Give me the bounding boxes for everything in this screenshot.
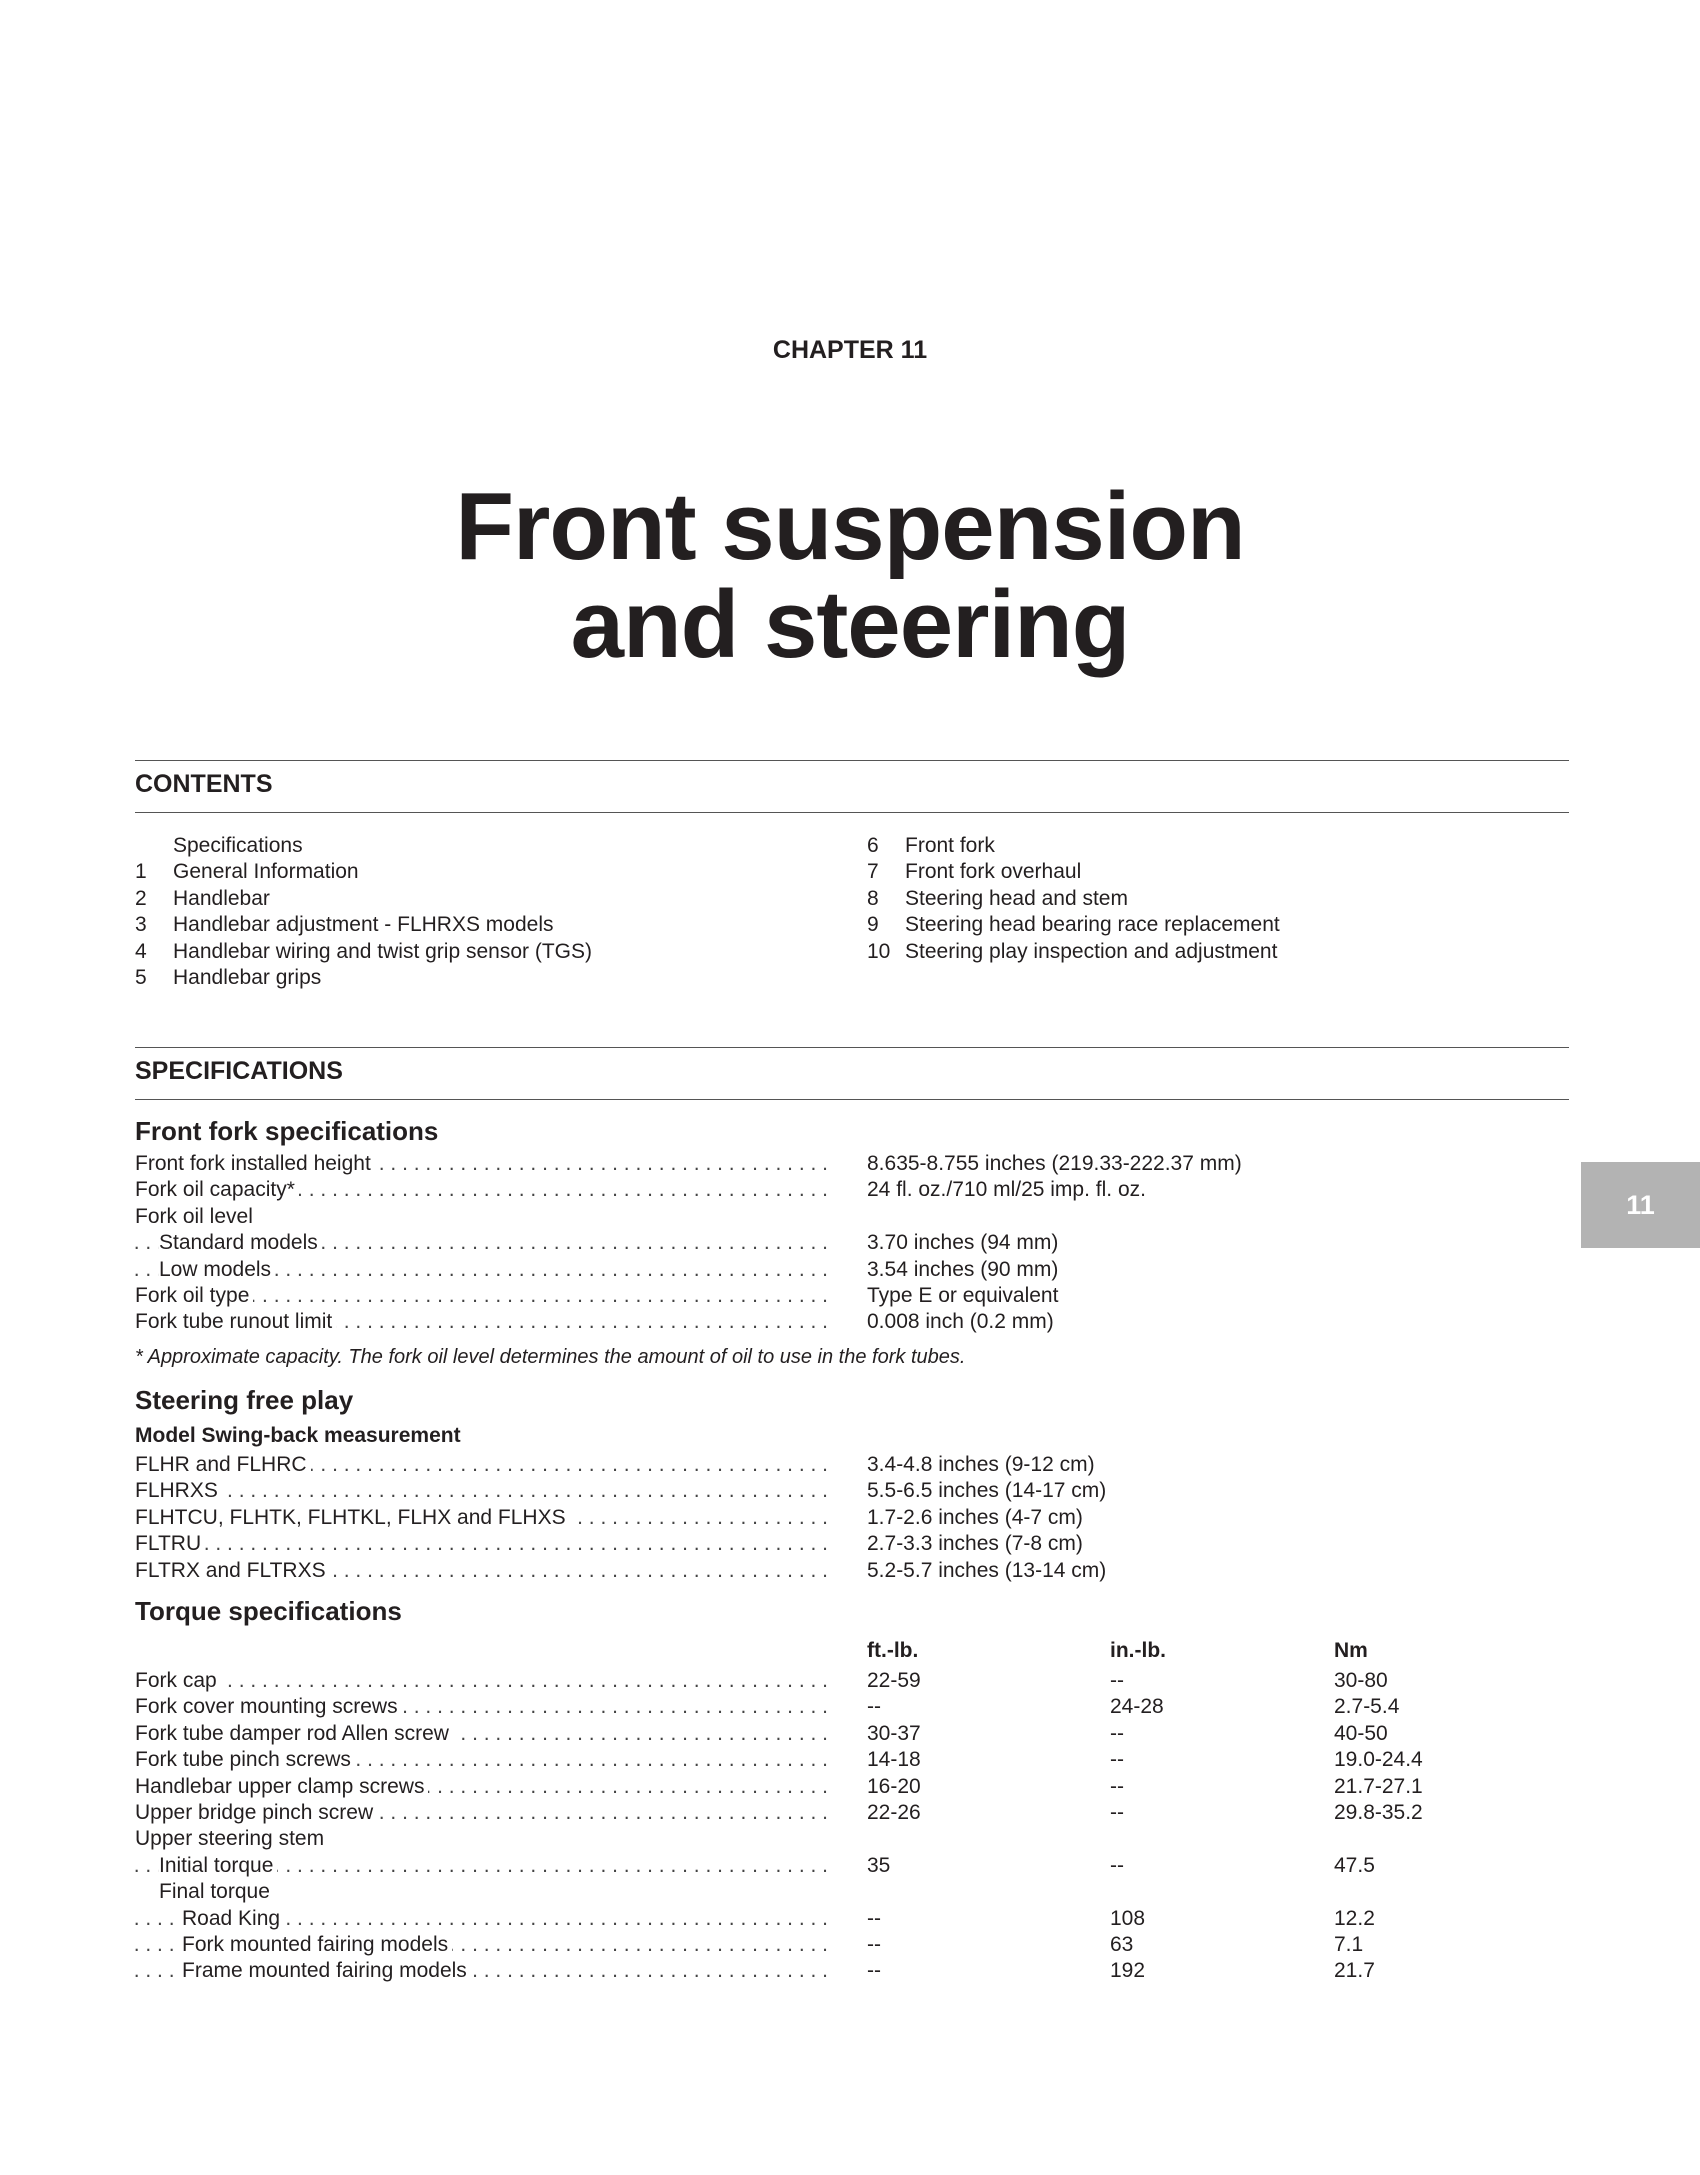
table-row [135, 1853, 1423, 1879]
row-label [135, 1879, 828, 1905]
item-title: Handlebar adjustment - FLHRXS models [173, 913, 554, 937]
label-text: FLTRU [135, 1532, 205, 1555]
steering-heading: Steering free play [135, 1385, 354, 1415]
label-text: Fork oil level [135, 1205, 257, 1228]
table-row [135, 1826, 1423, 1852]
label-text: Initial torque [159, 1854, 277, 1877]
label-text: Upper bridge pinch screw [135, 1801, 377, 1824]
torque-column-headers [135, 1638, 1368, 1664]
row-value: 8.635-8.755 inches (219.33-222.37 mm) [867, 1152, 1242, 1175]
label-text: Fork cap [135, 1669, 221, 1692]
contents-item [867, 859, 1280, 885]
divider [135, 1099, 1569, 1100]
row-label [135, 1558, 828, 1584]
contents-item [867, 912, 1280, 938]
item-number: 6 [867, 834, 879, 857]
item-title: Steering head bearing race replacement [905, 913, 1280, 937]
item-number: 9 [867, 913, 879, 937]
row-label [135, 1932, 828, 1958]
row-label [135, 1774, 828, 1800]
table-row [135, 1257, 1242, 1283]
row-label [135, 1694, 828, 1720]
ftlb-value: 35 [867, 1853, 891, 1877]
label-text: Low models [159, 1258, 275, 1281]
item-number: 8 [867, 886, 879, 910]
ftlb-value [867, 1879, 1110, 1905]
inlb-value [1110, 1879, 1334, 1905]
row-label [135, 1309, 828, 1335]
item-number [135, 833, 173, 859]
nm-value: 47.5 [1334, 1853, 1375, 1877]
label-text: Standard models [159, 1231, 322, 1254]
nm-value: 21.7-27.1 [1334, 1774, 1423, 1798]
label-text: Final torque [159, 1880, 274, 1903]
contents-item [135, 939, 592, 965]
item-title: Handlebar [173, 886, 270, 910]
ftlb-value: -- [867, 1959, 881, 1983]
ftlb-value: -- [867, 1932, 881, 1956]
inlb-value: -- [1110, 1748, 1124, 1772]
label-text: Fork tube damper rod Allen screw [135, 1722, 453, 1745]
contents-item [135, 833, 592, 859]
inlb-value: 63 [1110, 1932, 1134, 1956]
ftlb-value: 30-37 [867, 1721, 921, 1745]
label-text: FLHTCU, FLHTK, FLHTKL, FLHX and FLHXS [135, 1506, 570, 1529]
ftlb-value [867, 1826, 1110, 1852]
contents-item [867, 833, 1280, 859]
table-row [135, 1309, 1242, 1335]
item-title: Steering head and stem [905, 886, 1128, 910]
row-label [135, 1204, 828, 1230]
item-title: Front fork overhaul [905, 860, 1082, 884]
row-value: 5.2-5.7 inches (13-14 cm) [867, 1558, 1107, 1582]
label-text: Fork oil capacity* [135, 1178, 299, 1201]
table-row [135, 1151, 1242, 1177]
ftlb-value: -- [867, 1906, 881, 1930]
table-row [135, 1879, 1423, 1905]
label-text: FLTRX and FLTRXS [135, 1559, 330, 1582]
label-text: Fork oil type [135, 1284, 253, 1307]
inlb-value: -- [1110, 1669, 1124, 1692]
row-label [135, 1721, 828, 1747]
contents-item [135, 912, 592, 938]
item-number: 2 [135, 886, 147, 910]
page-title [0, 473, 1700, 678]
inlb-value: 108 [1110, 1906, 1146, 1930]
table-row [135, 1452, 1106, 1478]
inlb-value: -- [1110, 1853, 1124, 1877]
col-inlb: in.-lb. [1110, 1639, 1166, 1662]
inlb-value: -- [1110, 1774, 1124, 1798]
nm-value: 19.0-24.4 [1334, 1748, 1423, 1772]
chapter-tab: 11 [1581, 1162, 1700, 1248]
row-label [135, 1151, 828, 1177]
contents-heading: CONTENTS [135, 770, 273, 798]
nm-value: 7.1 [1334, 1932, 1364, 1956]
steering-table [135, 1452, 1106, 1584]
table-row [135, 1558, 1106, 1584]
table-row [135, 1932, 1423, 1958]
torque-table [135, 1668, 1423, 1985]
divider [135, 812, 1569, 813]
label-text: Fork cover mounting screws [135, 1695, 402, 1718]
item-title: Handlebar grips [173, 966, 322, 990]
title-line-2: and steering [570, 571, 1130, 678]
front-fork-table [135, 1151, 1242, 1336]
label-text: Fork tube pinch screws [135, 1748, 355, 1771]
row-label [135, 1531, 828, 1557]
item-title: Front fork [905, 834, 995, 857]
item-number: 3 [135, 913, 147, 937]
table-row [135, 1531, 1106, 1557]
col-nm: Nm [1334, 1639, 1368, 1662]
table-row [135, 1906, 1423, 1932]
row-label [135, 1505, 828, 1531]
item-number: 1 [135, 860, 147, 884]
nm-value: 21.7 [1334, 1959, 1375, 1983]
nm-value: 29.8-35.2 [1334, 1800, 1423, 1824]
row-label [135, 1958, 828, 1984]
row-label [135, 1906, 828, 1932]
item-title: General Information [173, 860, 359, 884]
ftlb-value: -- [867, 1695, 881, 1719]
table-row [135, 1505, 1106, 1531]
label-text: Handlebar upper clamp screws [135, 1775, 428, 1798]
nm-value: 12.2 [1334, 1906, 1375, 1930]
table-row [135, 1774, 1423, 1800]
row-label [135, 1452, 828, 1478]
footnote: * Approximate capacity. The fork oil level determines the amount of oil to use in the fork tubes. [135, 1346, 966, 1368]
divider [135, 1047, 1569, 1048]
item-number: 7 [867, 860, 879, 884]
ftlb-value: 14-18 [867, 1748, 921, 1772]
row-label [135, 1478, 828, 1504]
nm-value: 2.7-5.4 [1334, 1695, 1400, 1719]
contents-item [867, 886, 1280, 912]
contents-item [135, 965, 592, 991]
contents-item [867, 939, 1280, 965]
row-value: 24 fl. oz./710 ml/25 imp. fl. oz. [867, 1178, 1146, 1202]
table-row [135, 1177, 1242, 1203]
table-row [135, 1283, 1242, 1309]
front-fork-heading: Front fork specifications [135, 1116, 439, 1146]
ftlb-value: 22-26 [867, 1800, 921, 1824]
label-text: Front fork installed height [135, 1152, 375, 1175]
row-value: 2.7-3.3 inches (7-8 cm) [867, 1532, 1083, 1556]
title-line-1: Front suspension [455, 473, 1245, 580]
item-number: 4 [135, 939, 147, 963]
item-number: 10 [867, 939, 891, 963]
item-title: Handlebar wiring and twist grip sensor (TGS) [173, 939, 592, 963]
inlb-value: -- [1110, 1800, 1124, 1824]
row-label [135, 1230, 828, 1256]
row-label [135, 1800, 828, 1826]
row-label [135, 1747, 828, 1773]
table-row [135, 1478, 1106, 1504]
label-text: FLHRXS [135, 1479, 222, 1502]
row-value: 5.5-6.5 inches (14-17 cm) [867, 1479, 1107, 1503]
ftlb-value: 22-59 [867, 1669, 921, 1692]
nm-value: 30-80 [1334, 1669, 1388, 1692]
contents-item [135, 886, 592, 912]
row-label [135, 1668, 828, 1694]
divider [135, 760, 1569, 761]
label-text: Road King [182, 1907, 284, 1930]
nm-value: 40-50 [1334, 1721, 1388, 1745]
label-text: Upper steering stem [135, 1827, 328, 1850]
inlb-value: 24-28 [1110, 1695, 1164, 1719]
item-number: 5 [135, 966, 147, 990]
label-text: Frame mounted fairing models [182, 1959, 471, 1982]
table-row [135, 1668, 1423, 1694]
table-row [135, 1204, 1242, 1230]
contents-list-right [867, 833, 1280, 965]
table-row [135, 1694, 1423, 1720]
ftlb-value: 16-20 [867, 1774, 921, 1798]
label-text: Fork tube runout limit [135, 1310, 336, 1333]
row-label [135, 1826, 828, 1852]
table-row [135, 1747, 1423, 1773]
row-value: Type E or equivalent [867, 1283, 1059, 1307]
contents-list-left [135, 833, 592, 991]
contents-item [135, 859, 592, 885]
row-label [135, 1257, 828, 1283]
steering-subheading: Model Swing-back measurement [135, 1424, 461, 1447]
specifications-heading: SPECIFICATIONS [135, 1057, 343, 1085]
col-ftlb: ft.-lb. [867, 1639, 919, 1662]
table-row [135, 1800, 1423, 1826]
row-value: 1.7-2.6 inches (4-7 cm) [867, 1505, 1083, 1529]
row-label [135, 1283, 828, 1309]
table-row [135, 1230, 1242, 1256]
inlb-value [1110, 1826, 1334, 1852]
item-title: Steering play inspection and adjustment [905, 939, 1278, 963]
item-title: Specifications [173, 834, 303, 857]
label-text: Fork mounted fairing models [182, 1933, 452, 1956]
row-value: 3.54 inches (90 mm) [867, 1257, 1059, 1281]
chapter-label: CHAPTER 11 [772, 336, 928, 364]
table-row [135, 1958, 1423, 1984]
torque-heading: Torque specifications [135, 1596, 402, 1626]
row-value: 0.008 inch (0.2 mm) [867, 1310, 1054, 1334]
inlb-value: -- [1110, 1721, 1124, 1745]
inlb-value: 192 [1110, 1959, 1146, 1983]
table-row [135, 1721, 1423, 1747]
row-value: 3.4-4.8 inches (9-12 cm) [867, 1453, 1095, 1476]
row-label [135, 1853, 828, 1879]
label-text: FLHR and FLHRC [135, 1453, 311, 1476]
row-value: 3.70 inches (94 mm) [867, 1231, 1059, 1255]
row-label [135, 1177, 828, 1203]
